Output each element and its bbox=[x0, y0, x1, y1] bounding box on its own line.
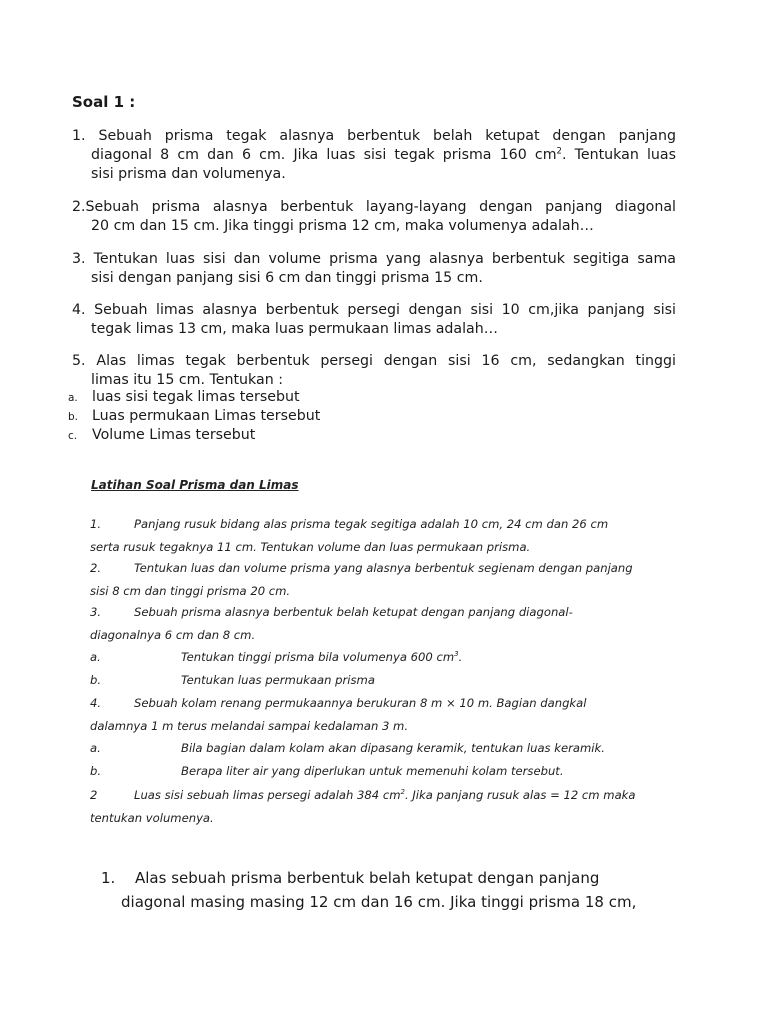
sub-item-c bbox=[68, 426, 255, 446]
sub-letter: c. bbox=[68, 430, 78, 442]
soal-number: 1. bbox=[72, 128, 86, 144]
superscript: 2 bbox=[556, 146, 562, 157]
latihan-text-cont: sisi 8 cm dan tinggi prisma 20 cm. bbox=[90, 584, 291, 598]
soal-item-1 bbox=[72, 127, 676, 184]
superscript: 3 bbox=[454, 650, 459, 659]
sub-text: luas sisi tegak limas tersebut bbox=[92, 389, 300, 405]
latihan-title: Latihan Soal Prisma dan Limas bbox=[91, 478, 299, 492]
soal-number: 5. bbox=[72, 353, 86, 369]
superscript: 2 bbox=[400, 788, 405, 797]
latihan-text: Sebuah kolam renang permukaannya berukuran 8 m × 10 m. Bagian dangkal bbox=[134, 696, 587, 710]
latihan-text: Sebuah prisma alasnya berbentuk belah ketupat dengan panjang diagonal- bbox=[134, 605, 573, 619]
latihan-text-cont: dalamnya 1 m terus melandai sampai kedalaman 3 m. bbox=[90, 719, 409, 733]
latihan-number: 1. bbox=[90, 517, 102, 531]
latihan-text: Bila bagian dalam kolam akan dipasang keramik, tentukan luas keramik. bbox=[181, 741, 605, 755]
latihan-number: 2. bbox=[90, 561, 102, 575]
soal-item-2 bbox=[72, 198, 676, 236]
latihan-item bbox=[90, 669, 675, 692]
soal-text-line: sisi dengan panjang sisi 6 cm dan tinggi prisma 15 cm. bbox=[91, 270, 483, 286]
sub-letter: a. bbox=[68, 392, 78, 404]
latihan-text: Luas sisi sebuah limas persegi adalah 384 cm bbox=[134, 788, 401, 802]
latihan-letter: b. bbox=[90, 764, 102, 778]
latihan-item bbox=[90, 557, 675, 603]
latihan-item bbox=[90, 737, 675, 760]
latihan-item bbox=[90, 513, 675, 559]
latihan-number: 4. bbox=[90, 696, 102, 710]
latihan-letter: b. bbox=[90, 673, 102, 687]
latihan-text: Panjang rusuk bidang alas prisma tegak segitiga adalah 10 cm, 24 cm dan 26 cm bbox=[134, 517, 609, 531]
latihan-item bbox=[90, 784, 675, 830]
soal-text-line: . Tentukan luas bbox=[561, 147, 676, 163]
bottom-number: 1. bbox=[101, 869, 116, 887]
latihan-text-cont: serta rusuk tegaknya 11 cm. Tentukan volume dan luas permukaan prisma. bbox=[90, 540, 531, 554]
soal-text-line: limas itu 15 cm. Tentukan : bbox=[91, 372, 283, 388]
soal-item-5 bbox=[72, 352, 676, 390]
soal-text-line: Sebuah prisma alasnya berbentuk layang-layang dengan panjang diagonal bbox=[85, 199, 676, 215]
soal-item-3 bbox=[72, 250, 676, 288]
soal-text-line: diagonal 8 cm dan 6 cm. Jika luas sisi tegak prisma 160 cm bbox=[91, 147, 557, 163]
soal-text-line: Alas limas tegak berbentuk persegi dengan sisi 16 cm, sedangkan tinggi bbox=[96, 353, 676, 369]
latihan-letter: a. bbox=[90, 650, 101, 664]
soal-text-line: 20 cm dan 15 cm. Jika tinggi prisma 12 cm, maka volumenya adalah… bbox=[91, 218, 594, 234]
soal-item-4 bbox=[72, 301, 676, 339]
latihan-text: . Jika panjang rusuk alas = 12 cm maka bbox=[404, 788, 636, 802]
soal-number: 4. bbox=[72, 302, 86, 318]
latihan-item bbox=[90, 601, 675, 647]
sub-item-a bbox=[68, 388, 300, 408]
sub-text: Luas permukaan Limas tersebut bbox=[92, 408, 321, 424]
soal-number: 2. bbox=[72, 199, 86, 215]
latihan-text: Tentukan luas dan volume prisma yang alasnya berbentuk segienam dengan panjang bbox=[134, 561, 633, 575]
latihan-item bbox=[90, 646, 675, 669]
sub-item-b bbox=[68, 407, 320, 427]
bottom-question bbox=[101, 866, 661, 914]
latihan-text: . bbox=[458, 650, 463, 664]
latihan-item bbox=[90, 760, 675, 783]
soal-text-line: Sebuah prisma tegak alasnya berbentuk belah ketupat dengan panjang bbox=[98, 128, 676, 144]
latihan-text: Tentukan luas permukaan prisma bbox=[181, 673, 375, 687]
soal-title: Soal 1 : bbox=[72, 93, 136, 111]
latihan-number: 3. bbox=[90, 605, 102, 619]
soal-text-line: Tentukan luas sisi dan volume prisma yang alasnya berbentuk segitiga sama bbox=[93, 251, 676, 267]
sub-text: Volume Limas tersebut bbox=[92, 427, 256, 443]
latihan-item bbox=[90, 692, 675, 738]
soal-text-line: Sebuah limas alasnya berbentuk persegi dengan sisi 10 cm,jika panjang sisi bbox=[94, 302, 676, 318]
latihan-number: 2 bbox=[90, 788, 98, 802]
soal-number: 3. bbox=[72, 251, 86, 267]
latihan-text-cont: diagonalnya 6 cm dan 8 cm. bbox=[90, 628, 256, 642]
latihan-text-cont: tentukan volumenya. bbox=[90, 811, 214, 825]
soal-text-line: tegak limas 13 cm, maka luas permukaan limas adalah… bbox=[91, 321, 498, 337]
bottom-text-line: diagonal masing masing 12 cm dan 16 cm. Jika tinggi prisma 18 cm, bbox=[121, 893, 637, 911]
sub-letter: b. bbox=[68, 411, 79, 423]
latihan-text: Berapa liter air yang diperlukan untuk memenuhi kolam tersebut. bbox=[181, 764, 564, 778]
latihan-text: Tentukan tinggi prisma bila volumenya 600 cm bbox=[181, 650, 455, 664]
bottom-text-line: Alas sebuah prisma berbentuk belah ketupat dengan panjang bbox=[135, 869, 600, 887]
soal-text-line: sisi prisma dan volumenya. bbox=[91, 166, 286, 182]
latihan-letter: a. bbox=[90, 741, 101, 755]
